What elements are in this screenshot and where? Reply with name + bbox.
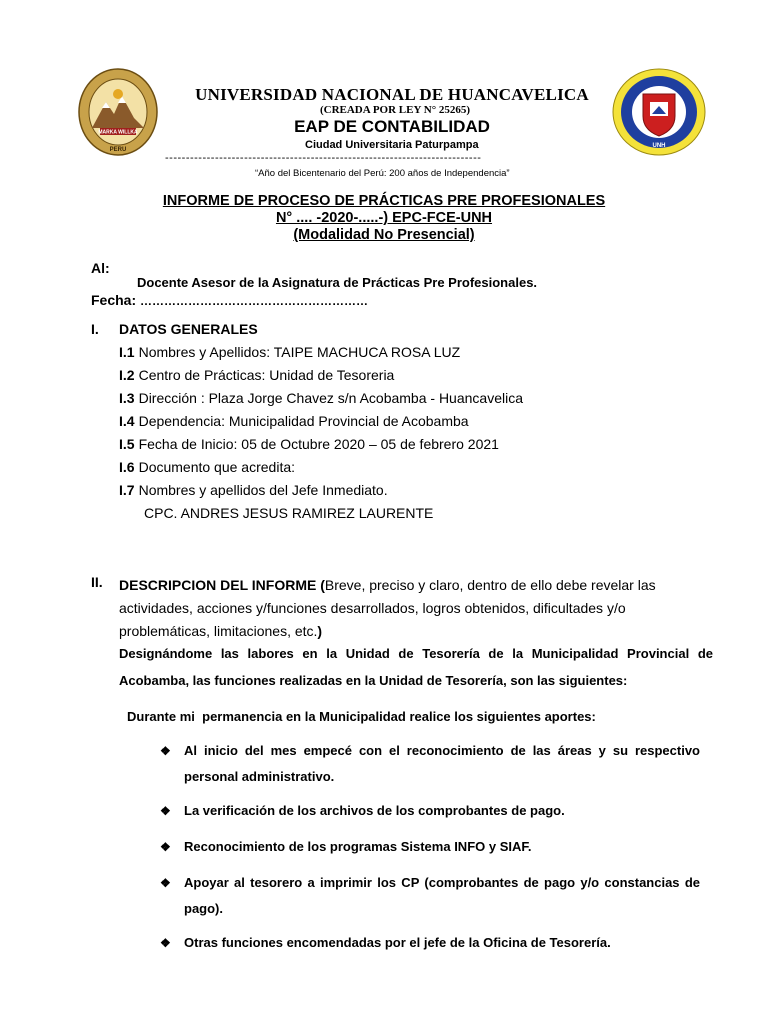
data-item bbox=[119, 482, 388, 498]
list-item bbox=[160, 798, 700, 824]
diamond-bullet-icon: ❖ bbox=[160, 840, 171, 854]
data-item-text: Nombres y apellidos del Jefe Inmediato. bbox=[138, 482, 388, 498]
data-item-code: I.4 bbox=[119, 413, 135, 429]
fecha-dots: ………………………………………………… bbox=[140, 294, 369, 308]
diamond-bullet-icon: ❖ bbox=[160, 804, 171, 818]
data-item bbox=[119, 367, 394, 383]
university-name: UNIVERSIDAD NACIONAL DE HUANCAVELICA bbox=[195, 85, 589, 104]
fecha-label: Fecha: bbox=[91, 292, 137, 308]
data-item-code: I.2 bbox=[119, 367, 135, 383]
header-separator: ---------------------------------------------------------------------------- bbox=[165, 152, 482, 164]
diamond-bullet-icon: ❖ bbox=[160, 936, 171, 950]
list-item-line2: pago). bbox=[184, 901, 223, 916]
report-title: INFORME DE PROCESO DE PRÁCTICAS PRE PROFESIONALES bbox=[162, 193, 606, 209]
data-item-code: I.5 bbox=[119, 436, 135, 452]
diamond-bullet-icon: ❖ bbox=[160, 744, 171, 758]
list-item-line2: personal administrativo. bbox=[184, 769, 335, 784]
section-2-intro-line1: Breve, preciso y claro, dentro de ello debe revelar las bbox=[324, 577, 656, 593]
contributions-lead: Durante mi permanencia en la Municipalidad realice los siguientes aportes: bbox=[127, 709, 596, 724]
list-item-line1: Otras funciones encomendadas por el jefe de la Oficina de Tesorería. bbox=[184, 935, 611, 950]
data-item-text: Nombres y Apellidos: TAIPE MACHUCA ROSA LUZ bbox=[138, 344, 461, 360]
supervisor-name: CPC. ANDRES JESUS RAMIREZ LAURENTE bbox=[144, 505, 434, 521]
list-item bbox=[160, 930, 700, 956]
data-item-code: I.6 bbox=[119, 459, 135, 475]
section-2-intro-line2: actividades, acciones y/funciones desarrollados, logros obtenidos, dificultades y/o bbox=[119, 600, 626, 616]
list-item-line1: Al inicio del mes empecé con el reconocimiento de las áreas y su respectivo bbox=[184, 743, 700, 758]
section-2-intro-line3: problemáticas, limitaciones, etc. bbox=[119, 623, 318, 639]
list-item-line1: Reconocimiento de los programas Sistema INFO y SIAF. bbox=[184, 839, 532, 854]
list-item-line1: La verificación de los archivos de los comprobantes de pago. bbox=[184, 803, 565, 818]
campus-name: Ciudad Universitaria Paturpampa bbox=[305, 139, 479, 151]
data-item-text: Fecha de Inicio: 05 de Octubre 2020 – 05 de febrero 2021 bbox=[138, 436, 499, 452]
right-school-seal bbox=[612, 68, 706, 156]
school-name: EAP DE CONTABILIDAD bbox=[294, 117, 490, 136]
report-number: N° .... -2020-.....-) EPC-FCE-UNH bbox=[275, 210, 493, 226]
section-2-heading: DESCRIPCION DEL INFORME ( bbox=[119, 577, 325, 593]
data-item-text: Dirección : Plaza Jorge Chavez s/n Acobamba - Huancavelica bbox=[138, 390, 523, 406]
data-item bbox=[119, 344, 460, 360]
data-item bbox=[119, 459, 295, 475]
right-seal-bottom: UNH bbox=[652, 143, 666, 149]
al-label: Al: bbox=[91, 260, 110, 276]
section-2-body-line1: Designándome las labores en la Unidad de Tesorería de la Municipalidad Provincial de bbox=[119, 646, 713, 661]
section-1-heading: DATOS GENERALES bbox=[119, 321, 258, 337]
data-item-code: I.3 bbox=[119, 390, 135, 406]
data-item-text: Documento que acredita: bbox=[138, 459, 296, 475]
left-seal-bottom: PERU bbox=[109, 147, 127, 153]
data-item-code: I.1 bbox=[119, 344, 135, 360]
list-item bbox=[160, 870, 700, 922]
list-item bbox=[160, 738, 700, 790]
data-item bbox=[119, 390, 523, 406]
diamond-bullet-icon: ❖ bbox=[160, 876, 171, 890]
section-2-body-line2: Acobamba, las funciones realizadas en la Unidad de Tesorería, son las siguientes: bbox=[119, 673, 628, 688]
recipient: Docente Asesor de la Asignatura de Prácticas Pre Profesionales. bbox=[137, 275, 538, 290]
data-item bbox=[119, 413, 469, 429]
data-item-code: I.7 bbox=[119, 482, 135, 498]
data-item-text: Dependencia: Municipalidad Provincial de Acobamba bbox=[138, 413, 469, 429]
section-2-intro bbox=[119, 574, 719, 643]
list-item bbox=[160, 834, 700, 860]
left-seal-banner: MARKA WILLKA bbox=[98, 129, 138, 136]
section-2-intro-close: ) bbox=[317, 623, 323, 639]
creation-law: (CREADA POR LEY N° 25265) bbox=[319, 104, 471, 116]
fecha-line bbox=[91, 292, 368, 308]
year-motto: “Año del Bicentenario del Perú: 200 años de Independencia” bbox=[255, 168, 510, 179]
data-item bbox=[119, 436, 499, 452]
section-2-number: II. bbox=[91, 574, 103, 590]
left-university-seal bbox=[78, 68, 158, 156]
report-modality: (Modalidad No Presencial) bbox=[293, 227, 475, 243]
list-item-line1: Apoyar al tesorero a imprimir los CP (comprobantes de pago y/o constancias de bbox=[184, 875, 700, 890]
data-item-text: Centro de Prácticas: Unidad de Tesoreria bbox=[138, 367, 395, 383]
section-1-number: I. bbox=[91, 321, 99, 337]
